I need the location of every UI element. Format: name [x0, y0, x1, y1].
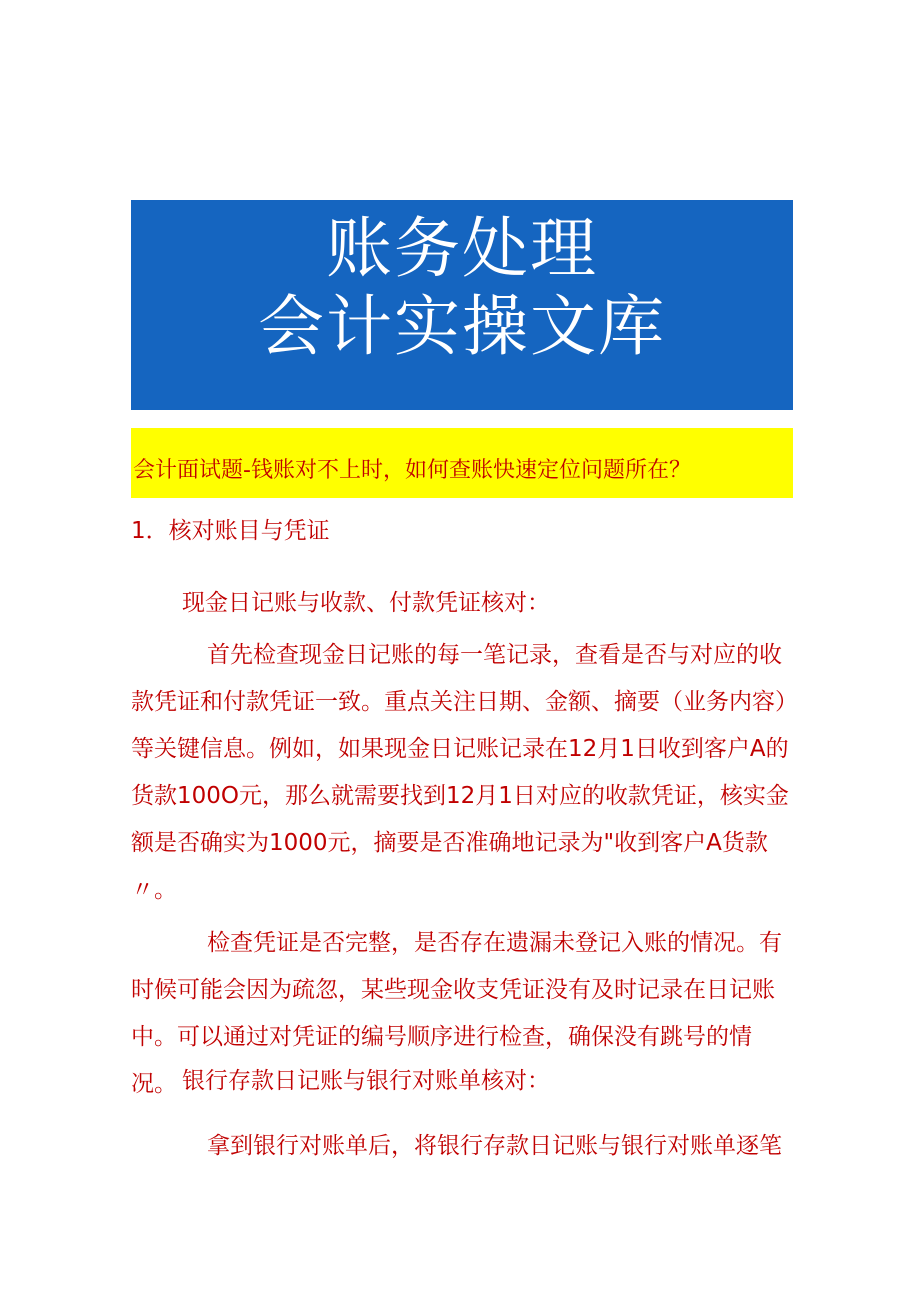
subsection-bank-heading: 银行存款日记账与银行对账单核对：	[182, 1068, 550, 1094]
paragraph-text: 首先检查现金日记账的每一笔记录，查看是否与对应的收款凭证和付款凭证一致。重点关注日期、金额、摘要（业务内容）等关键信息。例如，如果现金日记账记录在12月1日收到客户A的货款100O元，那么就需要找到12月1日对应的收款凭证，核实金额是否确实为1000元，摘要是否准确地记录为"收到客户A货款〃。	[131, 642, 789, 903]
section-heading: 1．核对账目与凭证	[131, 518, 330, 544]
question-text: 会计面试题-钱账对不上时，如何查账快速定位问题所在？	[133, 458, 691, 483]
banner-title-line2: 会计实操文库	[258, 288, 666, 365]
title-banner	[131, 200, 793, 410]
question-highlight	[131, 428, 793, 498]
paragraph-cash-check	[131, 632, 793, 914]
banner-title-line1: 账务处理	[326, 210, 598, 287]
paragraph-bank-check	[131, 1123, 793, 1170]
paragraph-text: 拿到银行对账单后，将银行存款日记账与银行对账单逐笔	[207, 1133, 782, 1159]
paragraph-text: 检查凭证是否完整，是否存在遗漏未登记入账的情况。有时候可能会因为疏忽，某些现金收支凭证没有及时记录在日记账中。可以通过对凭证的编号顺序进行检查，确保没有跳号的情况。	[131, 930, 782, 1097]
subsection-cash-heading: 现金日记账与收款、付款凭证核对：	[182, 590, 550, 616]
